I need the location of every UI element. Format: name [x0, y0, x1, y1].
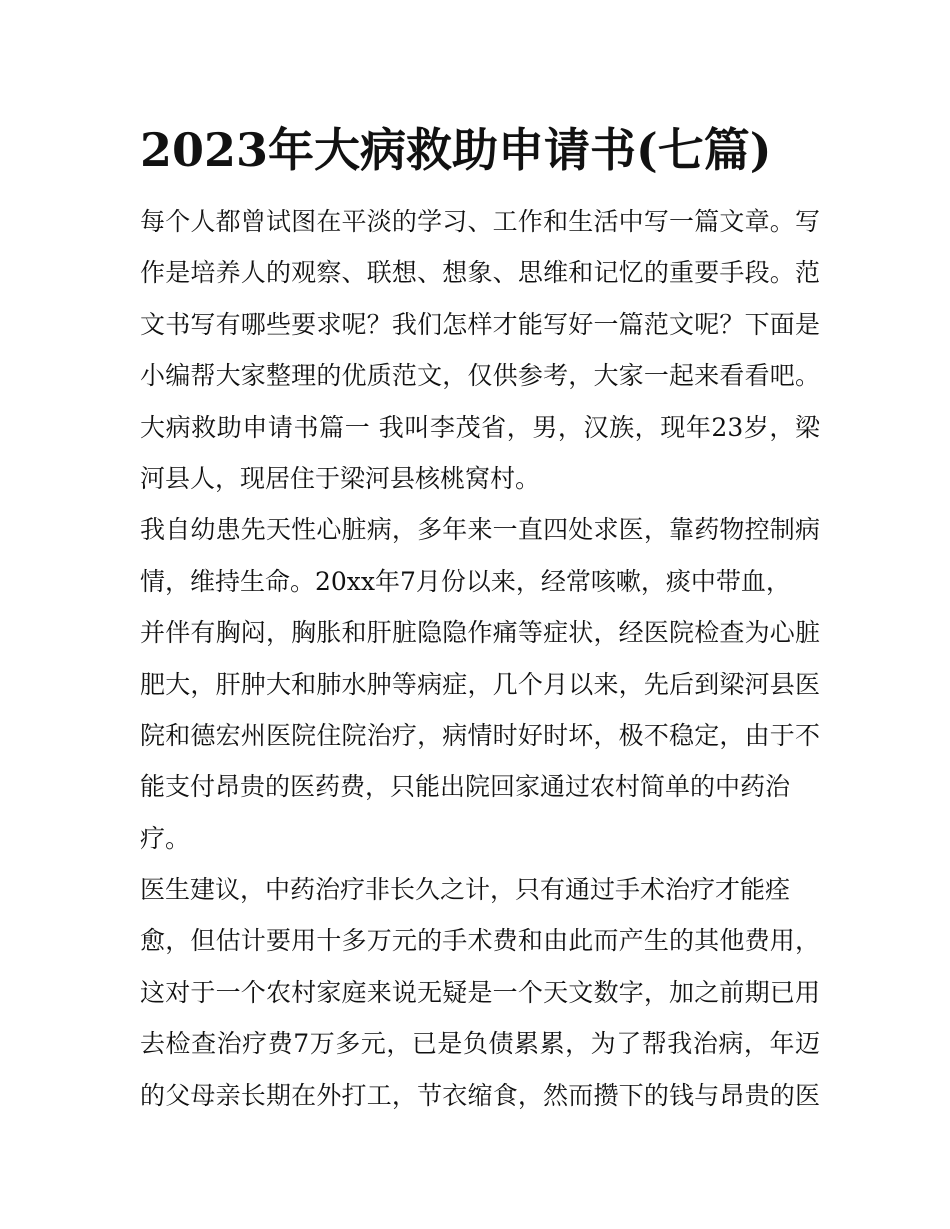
body-line: 疗。 — [140, 823, 191, 853]
body-line: 情，维持生命。20xx年7月份以来，经常咳嗽，痰中带血， — [140, 566, 791, 596]
body-line: 小编帮大家整理的优质范文，仅供参考，大家一起来看看吧。 — [140, 361, 820, 391]
body-line: 并伴有胸闷，胸胀和肝脏隐隐作痛等症状，经医院检查为心脏 — [140, 618, 820, 648]
body-line: 医生建议，中药治疗非长久之计，只有通过手术治疗才能痊 — [140, 875, 791, 905]
body-line: 肥大，肝肿大和肺水肿等病症，几个月以来，先后到梁河县医 — [140, 669, 820, 699]
body-line: 每个人都曾试图在平淡的学习、工作和生活中写一篇文章。写 — [140, 207, 820, 236]
body-line: 这对于一个农村家庭来说无疑是一个天文数字，加之前期已用 — [140, 977, 820, 1007]
body-line: 作是培养人的观察、联想、想象、思维和记忆的重要手段。范 — [140, 258, 820, 288]
document-body — [140, 196, 820, 1121]
body-line: 去检查治疗费7万多元，已是负债累累，为了帮我治病，年迈 — [140, 1029, 820, 1059]
body-line: 文书写有哪些要求呢？我们怎样才能写好一篇范文呢？下面是 — [140, 309, 820, 339]
body-line: 愈，但估计要用十多万元的手术费和由此而产生的其他费用， — [140, 926, 820, 956]
body-line: 院和德宏州医院住院治疗，病情时好时坏，极不稳定，由于不 — [140, 720, 820, 750]
body-line: 我自幼患先天性心脏病，多年来一直四处求医，靠药物控制病 — [140, 515, 820, 545]
document-title: 2023年大病救助申请书(七篇) — [140, 123, 772, 177]
body-line: 能支付昂贵的医药费，只能出院回家通过农村简单的中药治 — [140, 772, 791, 802]
body-line: 河县人，现居住于梁河县核桃窝村。 — [140, 463, 541, 493]
body-line: 的父母亲长期在外打工，节衣缩食，然而攒下的钱与昂贵的医 — [140, 1080, 820, 1110]
body-line: 大病救助申请书篇一 我叫李茂省，男，汉族，现年23岁，梁 — [140, 412, 820, 442]
